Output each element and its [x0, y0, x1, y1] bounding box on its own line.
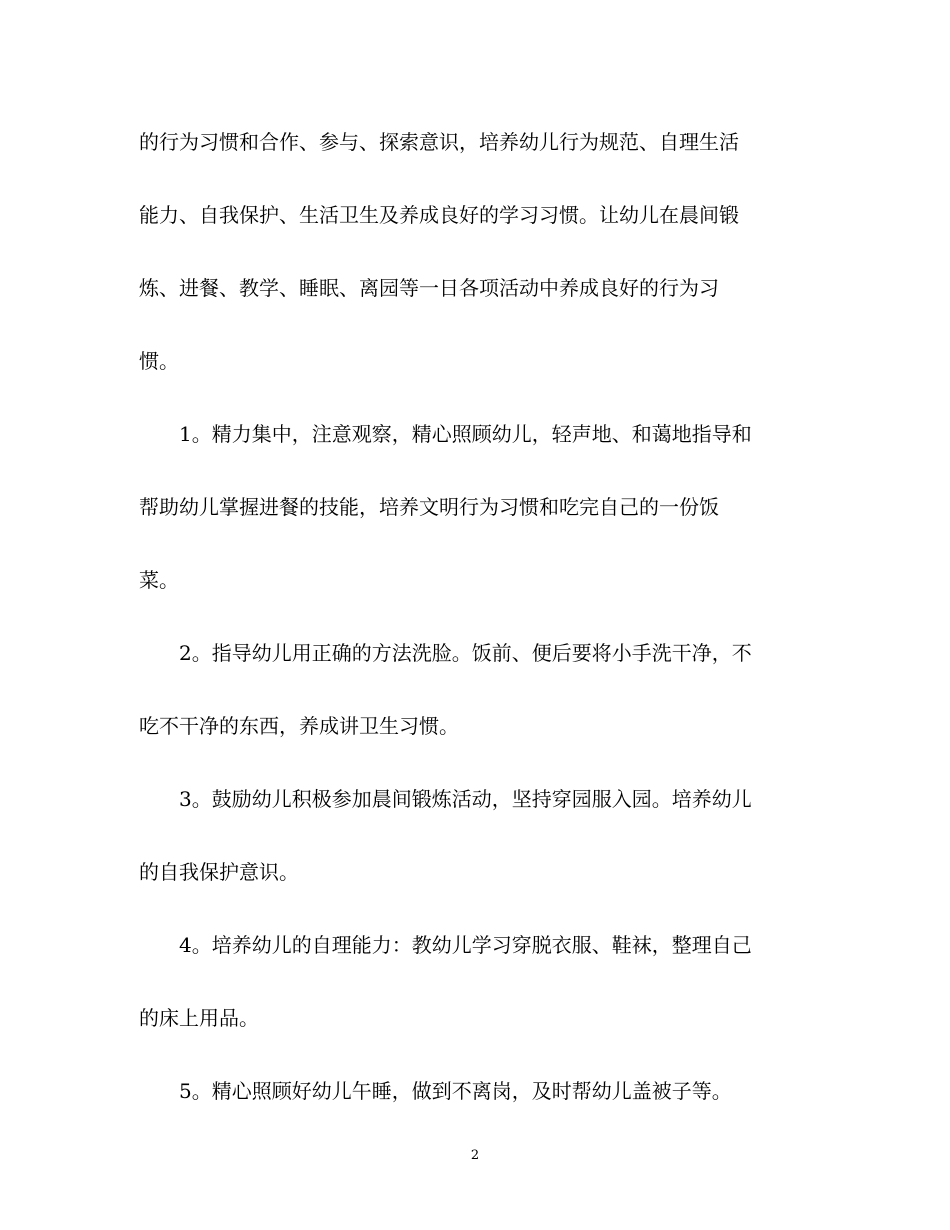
text-line: 的自我保护意识。	[139, 860, 299, 884]
text-line: 帮助幼儿掌握进餐的技能，培养文明行为习惯和吃完自己的一份饭	[139, 495, 719, 519]
list-item-4-line: 4。培养幼儿的自理能力：教幼儿学习穿脱衣服、鞋袜，整理自己	[179, 933, 752, 957]
page-number: 2	[470, 1148, 480, 1163]
text-line: 菜。	[139, 568, 179, 592]
text-line: 能力、自我保护、生活卫生及养成良好的学习习惯。让幼儿在晨间锻	[139, 203, 739, 227]
text-line: 吃不干净的东西，养成讲卫生习惯。	[139, 714, 459, 738]
text-line: 的床上用品。	[139, 1006, 259, 1030]
list-item-1-line: 1。精力集中，注意观察，精心照顾幼儿，轻声地、和蔼地指导和	[179, 422, 752, 446]
text-line: 惯。	[139, 349, 179, 373]
text-line: 的行为习惯和合作、参与、探索意识，培养幼儿行为规范、自理生活	[139, 130, 739, 154]
list-item-5-line: 5。精心照顾好幼儿午睡，做到不离岗，及时帮幼儿盖被子等。	[179, 1079, 732, 1103]
list-item-2-line: 2。指导幼儿用正确的方法洗脸。饭前、便后要将小手洗干净，不	[179, 641, 752, 665]
body-text	[139, 122, 811, 1144]
text-line: 炼、进餐、教学、睡眠、离园等一日各项活动中养成良好的行为习	[139, 276, 719, 300]
list-item-3-line: 3。鼓励幼儿积极参加晨间锻炼活动，坚持穿园服入园。培养幼儿	[179, 787, 752, 811]
